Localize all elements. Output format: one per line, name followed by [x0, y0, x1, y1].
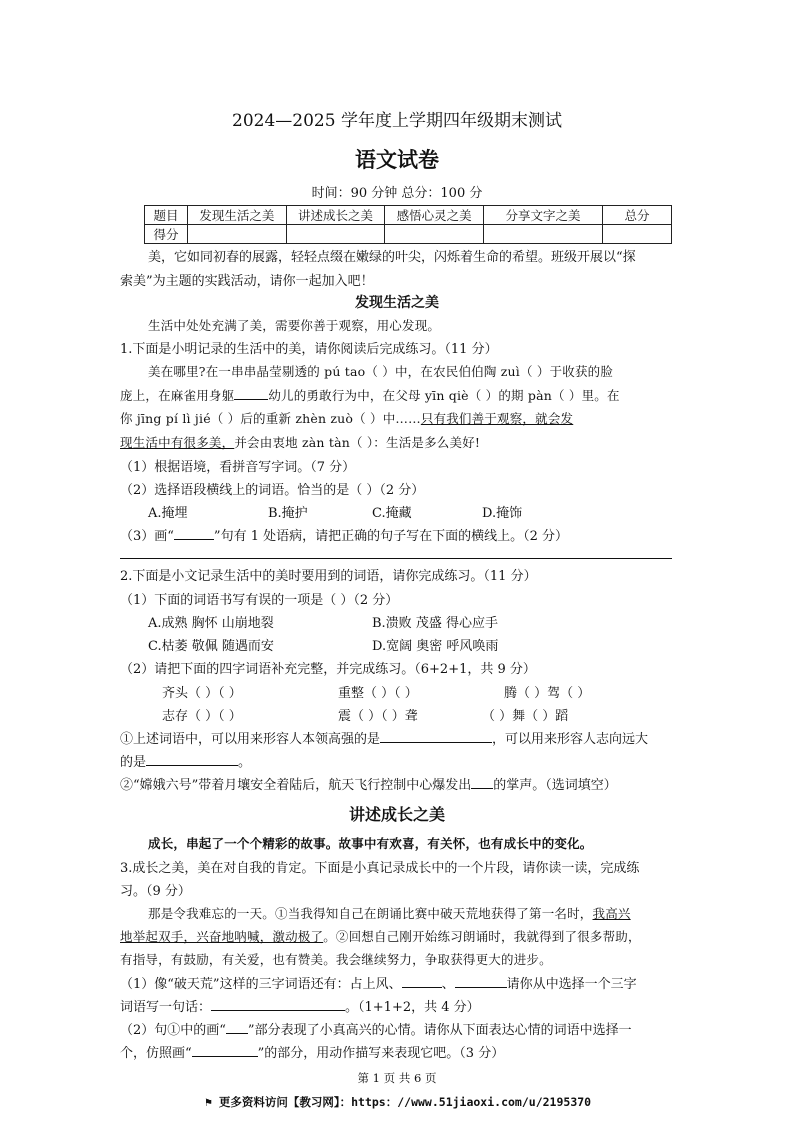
- exam-title: 2024—2025 学年度上学期四年级期末测试: [232, 111, 562, 131]
- idiom-blank[interactable]: 腾（ ）驾（ ）: [504, 686, 591, 701]
- passage-line: 庞上，在麻雀用身躯 幼儿的勇敢行为中，在父母 yīn qiè（ ）的期 pàn（ ）里。在: [120, 388, 620, 403]
- question-stem: 习。（9 分）: [120, 884, 191, 899]
- idiom-blank[interactable]: 重整（ ）（ ）: [338, 686, 418, 701]
- underlined-sentence: 现生活中有很多美，: [120, 435, 235, 450]
- score-cell[interactable]: [603, 225, 672, 244]
- resource-link[interactable]: ⚑ 更多资料访问【教习网】：https：//www.51jiaoxi.com/u/2195370: [205, 1095, 592, 1109]
- underlined-sentence: 只有我们善于观察，就会发: [420, 411, 574, 426]
- passage-line: 有指导，有鼓励，有关爱，也有赞美。我会继续努力，争取获得更大的进步。: [120, 952, 552, 967]
- sub-question: （2）句①中的画“ ”部分表现了小真高兴的心情。请你从下面表达心情的词语中选择一: [120, 1023, 632, 1038]
- sub-question: 的是 。: [120, 755, 252, 770]
- answer-blank: [174, 527, 214, 540]
- option-b[interactable]: B.溃败 茂盛 得心应手: [372, 616, 498, 631]
- score-header: 感悟心灵之美: [385, 206, 484, 225]
- answer-blank[interactable]: [192, 1044, 258, 1057]
- option-a[interactable]: A.成熟 胸怀 山崩地裂: [148, 616, 274, 631]
- idiom-blank[interactable]: 志存（ ）（ ）: [162, 709, 242, 724]
- score-row-label: 得分: [145, 225, 188, 244]
- question-stem: 1.下面是小明记录的生活中的美，请你阅读后完成练习。（11 分）: [120, 342, 498, 357]
- exam-info: 时间：90 分钟 总分：100 分: [311, 186, 483, 201]
- question-stem: 2.下面是小文记录生活中的美时要用到的词语，请你完成练习。（11 分）: [120, 569, 537, 584]
- score-header: 发现生活之美: [188, 206, 287, 225]
- question-stem: 3.成长之美，美在对自我的肯定。下面是小真记录成长中的一个片段，请你读一读，完成练: [120, 861, 640, 876]
- answer-blank: [226, 1021, 248, 1034]
- sub-question: （1）根据语境，看拼音写字词。（7 分）: [120, 460, 356, 475]
- sub-question: （2）选择语段横线上的词语。恰当的是（ ）（2 分）: [120, 483, 425, 498]
- answer-line[interactable]: [120, 558, 672, 559]
- intro-line: 索美”为主题的实践活动，请你一起加入吧！: [120, 274, 374, 289]
- passage-line: 美在哪里?在一串串晶莹剔透的 pú tao（ ）中，在农民伯伯陶 zuì（ ）于收获的脸: [148, 364, 614, 379]
- passage-line: 那是令我难忘的一天。①当我得知自己在朗诵比赛中破天荒地获得了第一名时，我高兴: [148, 906, 631, 921]
- section-title: 讲述成长之美: [348, 805, 445, 824]
- score-header: 讲述成长之美: [286, 206, 385, 225]
- score-header: 题目: [145, 206, 188, 225]
- sub-question: （1）像“破天荒”这样的三字词语还有：占上风、 、 请你从中选择一个三字: [120, 977, 637, 992]
- score-cell[interactable]: [188, 225, 287, 244]
- section-lead: 生活中处处充满了美，需要你善于观察，用心发现。: [148, 318, 441, 333]
- passage-line: 你 jīng pí lì jié（ ）后的重新 zhèn zuò（ ）中……只有我们善于观察，就会发: [120, 411, 574, 426]
- section-title: 发现生活之美: [355, 295, 439, 311]
- sub-question: 词语写一句话： 。（1+1+2，共 4 分）: [120, 1000, 480, 1015]
- flag-icon: ⚑: [205, 1095, 219, 1109]
- score-table: [144, 205, 672, 244]
- option-b[interactable]: B.掩护: [268, 506, 308, 521]
- answer-blank[interactable]: [234, 387, 268, 400]
- sub-question: 个，仿照画“ ”的部分，用动作描写来表现它吧。（3 分）: [120, 1046, 505, 1061]
- score-header: 总分: [603, 206, 672, 225]
- idiom-blank[interactable]: 齐头（ ）（ ）: [162, 686, 242, 701]
- sub-question: （1）下面的词语书写有误的一项是（ ）（2 分）: [120, 593, 399, 608]
- underlined-sentence: 地举起双手，兴奋地呐喊，激动极了: [120, 929, 324, 944]
- answer-blank[interactable]: [402, 975, 442, 988]
- answer-blank[interactable]: [146, 753, 238, 766]
- sub-question: ①上述词语中，可以用来形容人本领高强的是 ，可以用来形容人志向远大: [120, 732, 649, 747]
- sub-question: （2）请把下面的四字词语补充完整，并完成练习。（6+2+1，共 9 分）: [120, 662, 536, 677]
- idiom-blank[interactable]: 震（ ）（ ）聋: [338, 709, 418, 724]
- sub-question: （3）画“ ”句有 1 处语病，请把正确的句子写在下面的横线上。（2 分）: [120, 529, 569, 544]
- page-number: 第 1 页 共 6 页: [357, 1071, 437, 1085]
- answer-blank[interactable]: [455, 975, 507, 988]
- idiom-blank[interactable]: （ ）舞（ ）蹈: [482, 709, 569, 724]
- option-a[interactable]: A.掩埋: [148, 506, 188, 521]
- answer-blank[interactable]: [380, 730, 492, 743]
- score-header: 分享文字之美: [484, 206, 603, 225]
- intro-line: 美，它如同初春的展露，轻轻点缀在嫩绿的叶尖，闪烁着生命的希望。班级开展以“探: [148, 250, 636, 265]
- answer-blank[interactable]: [471, 776, 493, 789]
- passage-line: 地举起双手，兴奋地呐喊，激动极了。②回想自己刚开始练习朗诵时，我就得到了很多帮助，: [120, 929, 641, 944]
- option-d[interactable]: D.掩饰: [482, 506, 523, 521]
- sub-question: ②“嫦娥六号”带着月壤安全着陆后，航天飞行控制中心爆发出 的掌声。（选词填空）: [120, 778, 617, 793]
- option-c[interactable]: C.掩藏: [372, 506, 412, 521]
- score-cell[interactable]: [385, 225, 484, 244]
- score-cell[interactable]: [484, 225, 603, 244]
- subject-title: 语文试卷: [355, 147, 439, 172]
- option-c[interactable]: C.枯萎 敬佩 随遇而安: [148, 639, 274, 654]
- option-d[interactable]: D.宽阔 奥密 呼风唤雨: [372, 639, 499, 654]
- section-lead: 成长，串起了一个个精彩的故事。故事中有欢喜，有关怀，也有成长中的变化。: [148, 836, 593, 851]
- answer-blank[interactable]: [211, 998, 345, 1011]
- score-cell[interactable]: [286, 225, 385, 244]
- passage-line: 现生活中有很多美，并会由衷地 zàn tàn（ ）：生活是多么美好!: [120, 435, 481, 450]
- underlined-sentence: 我高兴: [592, 906, 631, 921]
